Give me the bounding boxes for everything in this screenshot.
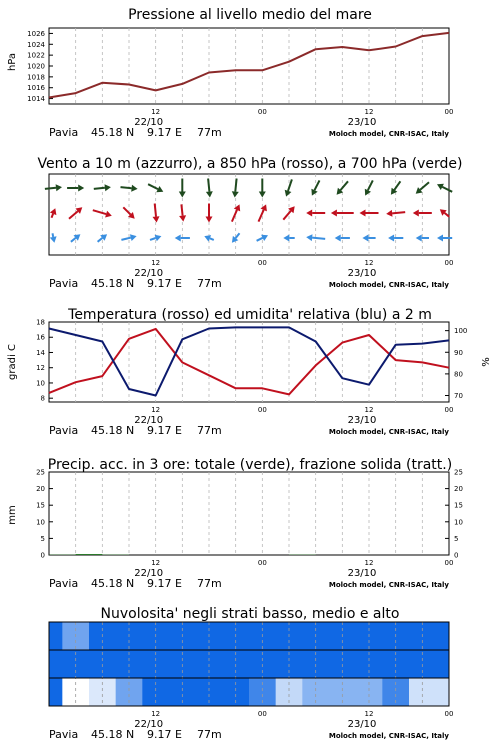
right-tick-label: 70 — [454, 392, 463, 401]
wind-arrow-shaft — [148, 184, 158, 189]
wind-panel — [45, 174, 454, 290]
y-tick-label: 1020 — [27, 62, 45, 71]
time-tick-label: 12 — [364, 710, 374, 718]
date-label: 22/10 — [134, 719, 164, 730]
wind-arrow-shaft — [235, 179, 236, 192]
y-tick-label: 14 — [36, 348, 45, 357]
temperature-ylabel: gradi C — [7, 344, 18, 380]
wind-arrow-head — [78, 185, 84, 192]
right-tick-label: 10 — [454, 518, 463, 527]
location-name: Pavia — [49, 424, 79, 437]
time-tick-label: 00 — [257, 559, 267, 567]
pressure-panel — [27, 28, 453, 139]
model-credit: Moloch model, CNR-ISAC, Italy — [328, 281, 449, 289]
right-tick-label: 90 — [454, 348, 463, 357]
location-name: Pavia — [49, 126, 79, 139]
wind-arrow-head — [306, 234, 312, 241]
right-tick-label: 25 — [454, 468, 463, 477]
wind-arrow-head — [331, 210, 337, 217]
time-tick-label: 12 — [364, 559, 374, 567]
date-label: 22/10 — [134, 268, 164, 279]
wind-arrow-shaft — [52, 214, 54, 218]
y-tick-label: 20 — [36, 485, 45, 494]
wind-arrow-shaft — [53, 233, 54, 237]
wind-arrow-shaft — [283, 211, 291, 220]
location-latitude: 45.18 N — [91, 126, 135, 139]
precip-panel — [36, 469, 463, 591]
location-latitude: 45.18 N — [91, 277, 135, 290]
wind-arrow-head — [360, 210, 366, 217]
cloud-cell — [436, 678, 450, 706]
y-tick-label: 15 — [36, 501, 45, 510]
wind-arrow-shaft — [288, 179, 292, 191]
time-tick-label: 12 — [364, 406, 374, 414]
y-tick-label: 25 — [36, 468, 45, 477]
location-latitude: 45.18 N — [91, 424, 135, 437]
time-tick-label: 12 — [151, 559, 161, 567]
precip-bar — [76, 554, 103, 555]
wind-arrow-shaft — [121, 187, 132, 188]
pressure-title: Pressione al livello medio del mare — [128, 7, 372, 23]
y-tick-label: 1026 — [27, 29, 45, 38]
wind-arrow-head — [283, 235, 289, 242]
humidity-line — [49, 327, 449, 395]
cloud-cell — [49, 622, 63, 650]
location-altitude: 77m — [197, 277, 222, 290]
date-label: 23/10 — [347, 268, 377, 279]
cloud-title: Nuvolosita' negli strati basso, medio e alto — [100, 606, 400, 622]
time-tick-label: 00 — [444, 559, 454, 567]
time-tick-label: 00 — [257, 710, 267, 718]
wind-arrow-shaft — [259, 210, 264, 222]
y-tick-label: 1018 — [27, 73, 45, 82]
wind-arrow-shaft — [257, 238, 263, 241]
wind-arrow-shaft — [236, 233, 240, 238]
model-credit: Moloch model, CNR-ISAC, Italy — [328, 130, 449, 138]
y-tick-label: 0 — [40, 551, 45, 560]
wind-arrow-shaft — [392, 212, 405, 213]
location-longitude: 9.17 E — [147, 728, 182, 741]
location-name: Pavia — [49, 728, 79, 741]
wind-arrow-head — [416, 235, 422, 242]
temp-humidity-title: Temperatura (rosso) ed umidita' relativa (blu) a 2 m — [68, 307, 432, 323]
location-altitude: 77m — [197, 577, 222, 590]
plot-frame — [49, 28, 449, 104]
wind-arrow-head — [153, 216, 160, 222]
wind-arrow-shaft — [315, 180, 320, 190]
wind-arrow-head — [437, 235, 443, 242]
time-tick-label: 12 — [151, 710, 161, 718]
plot-frame — [49, 322, 449, 402]
wind-arrow-shaft — [123, 207, 130, 214]
wind-arrow-shaft — [232, 210, 237, 222]
time-tick-label: 12 — [151, 406, 161, 414]
wind-arrow-shaft — [150, 238, 156, 240]
right-tick-label: 80 — [454, 370, 463, 379]
wind-arrow-head — [105, 184, 111, 191]
wind-arrow-head — [306, 210, 312, 217]
time-tick-label: 12 — [151, 108, 161, 116]
time-tick-label: 00 — [257, 406, 267, 414]
wind-arrow-shaft — [181, 204, 182, 215]
right-tick-label: 15 — [454, 501, 463, 510]
humidity-ylabel: % — [481, 357, 492, 367]
precip-ylabel: mm — [7, 505, 18, 525]
pressure-line — [49, 33, 449, 98]
wind-arrow-shaft — [420, 182, 429, 190]
wind-arrow-head — [50, 236, 57, 243]
y-tick-label: 10 — [36, 379, 45, 388]
date-label: 22/10 — [134, 117, 164, 128]
wind-title: Vento a 10 m (azzurro), a 850 hPa (rosso), a 700 hPa (verde) — [37, 156, 463, 172]
cloud-cell — [436, 622, 450, 650]
y-tick-label: 1016 — [27, 84, 45, 93]
time-tick-label: 00 — [444, 108, 454, 116]
wind-arrow-head — [206, 191, 213, 197]
date-label: 22/10 — [134, 415, 164, 426]
location-altitude: 77m — [197, 126, 222, 139]
cloud-cell — [49, 650, 63, 678]
y-tick-label: 18 — [36, 318, 45, 327]
time-tick-label: 00 — [257, 108, 267, 116]
precip-title: Precip. acc. in 3 ore: totale (verde), frazione solida (tratt.) — [47, 457, 453, 473]
wind-arrow-head — [413, 210, 419, 217]
wind-arrow-shaft — [442, 187, 452, 192]
cloud-cell — [49, 678, 63, 706]
wind-arrow-shaft — [210, 238, 214, 240]
y-tick-label: 12 — [36, 364, 45, 373]
time-tick-label: 00 — [444, 259, 454, 267]
y-tick-label: 1022 — [27, 51, 45, 60]
wind-arrow-shaft — [93, 210, 106, 214]
wind-arrow-head — [388, 235, 394, 242]
wind-arrow-shaft — [312, 238, 325, 239]
wind-arrow-head — [232, 191, 239, 197]
y-tick-label: 5 — [40, 534, 45, 543]
wind-arrow-head — [259, 192, 266, 198]
wind-arrow-head — [131, 185, 137, 192]
wind-arrow-head — [175, 235, 181, 242]
model-credit: Moloch model, CNR-ISAC, Italy — [328, 732, 449, 740]
date-label: 22/10 — [134, 568, 164, 579]
wind-arrow-shaft — [341, 181, 349, 190]
date-label: 23/10 — [347, 719, 377, 730]
model-credit: Moloch model, CNR-ISAC, Italy — [328, 581, 449, 589]
time-tick-label: 00 — [257, 259, 267, 267]
time-tick-label: 00 — [444, 710, 454, 718]
location-latitude: 45.18 N — [91, 577, 135, 590]
location-name: Pavia — [49, 277, 79, 290]
wind-arrow-head — [130, 234, 137, 241]
time-tick-label: 12 — [364, 108, 374, 116]
location-longitude: 9.17 E — [147, 126, 182, 139]
wind-arrow-head — [206, 217, 213, 223]
pressure-ylabel: hPa — [7, 52, 18, 72]
date-label: 23/10 — [347, 568, 377, 579]
right-tick-label: 20 — [454, 485, 463, 494]
y-tick-label: 1014 — [27, 95, 45, 104]
wind-arrow-shaft — [155, 204, 156, 217]
location-longitude: 9.17 E — [147, 424, 182, 437]
location-longitude: 9.17 E — [147, 577, 182, 590]
temperature-line — [49, 329, 449, 395]
y-tick-label: 1024 — [27, 40, 45, 49]
wind-arrow-shaft — [71, 238, 76, 242]
wind-arrow-shaft — [69, 211, 78, 219]
y-tick-label: 16 — [36, 333, 45, 342]
time-tick-label: 12 — [364, 259, 374, 267]
location-altitude: 77m — [197, 424, 222, 437]
y-tick-label: 8 — [40, 394, 45, 403]
wind-arrow-shaft — [121, 238, 130, 240]
wind-arrow-head — [386, 210, 392, 217]
temp-humidity-panel — [36, 319, 467, 438]
location-longitude: 9.17 E — [147, 277, 182, 290]
wind-arrow-head — [105, 211, 112, 218]
location-altitude: 77m — [197, 728, 222, 741]
wind-arrow-head — [56, 184, 62, 191]
wind-arrow-shaft — [94, 188, 105, 189]
right-tick-label: 100 — [454, 327, 468, 336]
plot-frame — [49, 472, 449, 555]
wind-arrow-shaft — [208, 179, 209, 192]
model-credit: Moloch model, CNR-ISAC, Italy — [328, 428, 449, 436]
wind-arrow-head — [362, 235, 368, 242]
cloud-cell — [436, 650, 450, 678]
wind-arrow-shaft — [45, 188, 56, 189]
time-tick-label: 00 — [444, 406, 454, 414]
location-name: Pavia — [49, 577, 79, 590]
cloud-panel — [49, 622, 453, 741]
location-latitude: 45.18 N — [91, 728, 135, 741]
wind-arrow-shaft — [98, 238, 103, 242]
right-tick-label: 5 — [454, 534, 459, 543]
right-tick-label: 0 — [454, 551, 459, 560]
time-tick-label: 12 — [151, 259, 161, 267]
date-label: 23/10 — [347, 415, 377, 426]
wind-arrow-head — [179, 192, 186, 198]
wind-arrow-head — [179, 215, 186, 221]
y-tick-label: 10 — [36, 518, 45, 527]
date-label: 23/10 — [347, 117, 377, 128]
wind-arrow-head — [335, 235, 341, 242]
